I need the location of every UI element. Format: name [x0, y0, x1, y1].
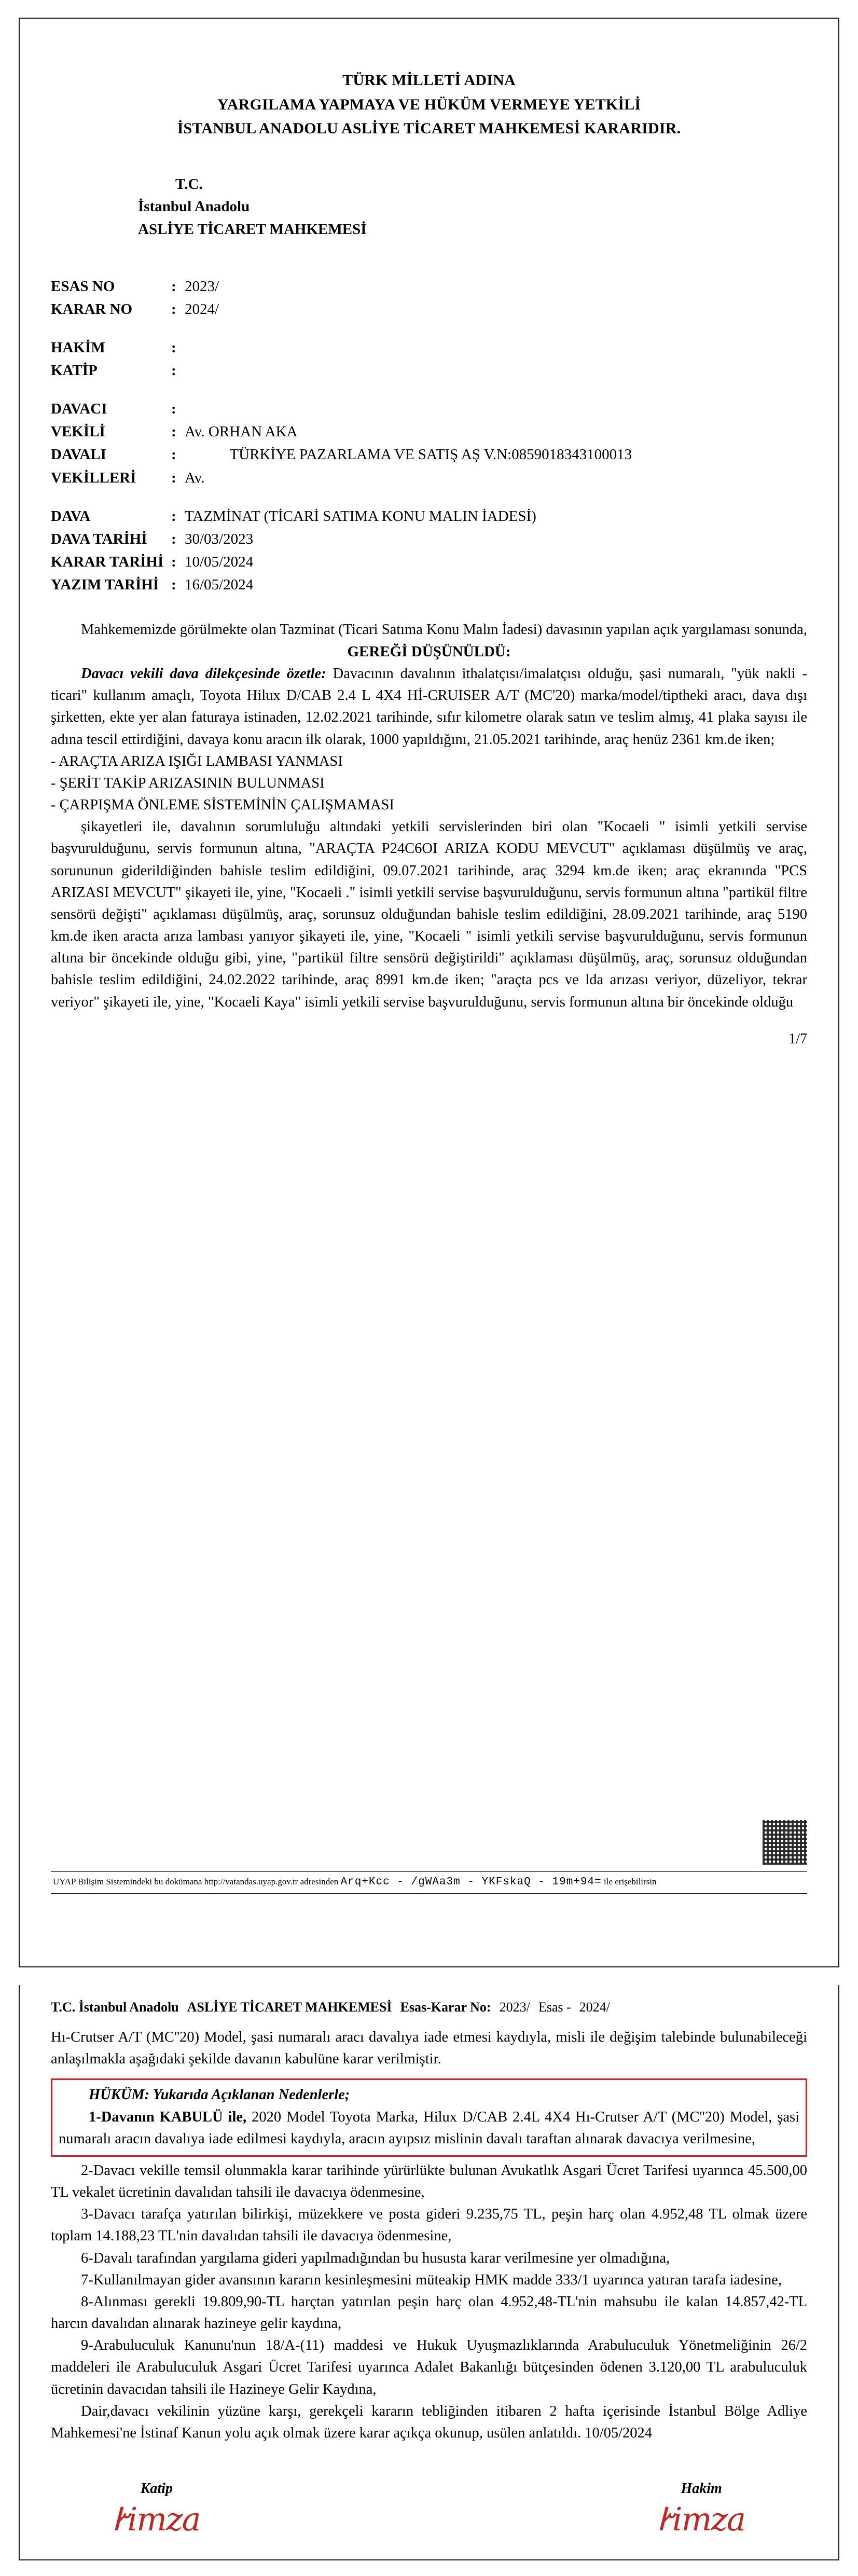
meta-value: [185, 336, 807, 359]
meta-sep: :: [171, 530, 176, 547]
signature-row: [51, 2481, 807, 2539]
meta-value: Av. ORHAN AKA: [185, 423, 298, 440]
uyap-tail: ile erişebilirsin: [604, 1877, 657, 1886]
meta-row: [51, 466, 807, 489]
signature-mark: Ꭸimza: [113, 2500, 200, 2539]
meta-label: HAKİM: [51, 339, 105, 356]
meta-sep: :: [171, 507, 176, 525]
hukum-closing: Dair,davacı vekilinin yüzüne karşı, gerekçeli kararın tebliğinden itibaren 2 hafta içerisinde İstanbul Bölge Adliye Mahkemesi'ne İstinaf Kanun yolu açık olmak üzere karar açıkça okunup, usülen anlatıldı. 10/05/2024: [51, 2403, 807, 2441]
page-number: 1/7: [788, 1030, 807, 1047]
court-identity-block: [138, 173, 807, 241]
meta-value: [185, 397, 807, 420]
complaint-item: - ŞERİT TAKİP ARIZASININ BULUNMASI: [51, 775, 325, 791]
meta-value: 10/05/2024: [185, 553, 254, 570]
court-decision-sheet-2: [19, 1985, 839, 2560]
meta-label: DAVA: [51, 507, 91, 525]
meta-row: [51, 528, 807, 550]
meta-row: [51, 420, 807, 443]
signature-hakim: [658, 2481, 745, 2539]
uyap-note: UYAP Bilişim Sistemindeki bu dokümana http://vatandas.uyap.gov.tr adresinden: [53, 1877, 339, 1886]
page2-karar: 2024/: [579, 2000, 610, 2015]
meta-label: KATİP: [51, 362, 98, 379]
meta-value: [185, 359, 807, 382]
meta-label: DAVALI: [51, 446, 106, 463]
meta-value: 16/05/2024: [185, 576, 254, 593]
page2-running-header: [51, 2000, 807, 2015]
uyap-code: Arq+Kcc - /gWAa3m - YKFskaQ - 19m+94=: [340, 1876, 602, 1888]
meta-sep: :: [171, 553, 176, 570]
meta-sep: :: [171, 446, 176, 463]
meta-row: [51, 298, 807, 321]
geregi-heading: GEREĞİ DÜŞÜNÜLDÜ:: [347, 643, 511, 660]
page2-court: T.C. İstanbul Anadolu: [51, 2000, 179, 2015]
title-line-2: YARGILAMA YAPMAYA VE HÜKÜM VERMEYE YETKİLİ: [217, 95, 641, 113]
meta-label: KARAR NO: [51, 301, 133, 318]
meta-sep: :: [171, 301, 176, 318]
meta-spacer: [51, 489, 807, 505]
signature-role: Hakim: [681, 2481, 722, 2497]
meta-label: DAVACI: [51, 401, 107, 418]
meta-sep: :: [171, 339, 176, 356]
meta-sep: :: [171, 423, 176, 440]
hukum-item: 8-Alınması gerekli 19.809,90-TL harçtan yatırılan peşin harç olan 4.952,48-TL'nin mahsubu ile kalan 14.857,42-TL harcın davalıdan alınarak hazineye gelir kaydına,: [51, 2293, 807, 2332]
intro-paragraph: Mahkememizde görülmekte olan Tazminat (Ticari Satıma Konu Malın İadesi) davasının yapılan açık yargılaması sonunda,: [81, 621, 807, 638]
meta-row: [51, 336, 807, 359]
claim-paragraph: [51, 663, 807, 751]
claim-text: Davacının davalının ithalatçısı/imalatçısı olduğu, şasi numaralı, "yük nakli - ticari" kullanım amaçlı, Toyota Hilux D/CAB 2.4 L 4X4 Hİ-CRUISER A/T (MC'20) marka/model/tiptheki aracı, dava dışı şirketten, ekte yer alan faturaya istinaden, 12.02.2021 tarihinde, sıfır kilometre olarak satın ve teslim almış, 41 plaka sayısı ile adına tescil ettirdiğini, davaya konu aracın ilk olarak, 1000 yapıldığını, 21.05.2021 tarihinde, araç henüz 2361 km.de iken;: [51, 666, 808, 748]
title-line-1: TÜRK MİLLETİ ADINA: [342, 72, 516, 89]
continuation-paragraph: Hı-Crutser A/T (MC''20) Model, şasi numaralı aracı davalıya iade etmesi kaydıyla, misli ile değişim talebinde bulunabileceği anlaşılmakla aşağıdaki şekilde davanın kabulüne karar verilmiştir.: [51, 2029, 807, 2068]
meta-label: DAVA TARİHİ: [51, 530, 147, 547]
meta-spacer: [51, 321, 807, 336]
document-page-2: [0, 1985, 858, 2576]
hukum-item: 7-Kullanılmayan gider avansının kararın kesinleşmesini müteakip HMK madde 333/1 uyarınca yatıran tarafa iadesine,: [81, 2271, 782, 2288]
court-name: ASLİYE TİCARET MAHKEMESİ: [138, 221, 367, 238]
page2-court-name: ASLİYE TİCARET MAHKEMESİ: [187, 2000, 392, 2015]
court-city: İstanbul Anadolu: [138, 198, 250, 215]
uyap-verification-footer: [51, 1871, 807, 1894]
complaint-item: - ÇARPIŞMA ÖNLEME SİSTEMİNİN ÇALIŞMAMASI: [51, 797, 394, 814]
hukum-item-1: [59, 2106, 799, 2150]
meta-label: YAZIM TARİHİ: [51, 576, 159, 593]
hukum-highlight-box: [51, 2078, 807, 2157]
claim-lead: Davacı vekili dava dilekçesinde özetle:: [81, 666, 326, 682]
signature-role: Katip: [140, 2481, 173, 2497]
meta-row: [51, 443, 807, 466]
meta-value: TÜRKİYE PAZARLAMA VE SATIŞ AŞ V.N:0859018343100013: [185, 446, 632, 463]
meta-row: [51, 359, 807, 382]
meta-sep: :: [171, 362, 176, 379]
meta-spacer: [51, 382, 807, 397]
meta-label: VEKİLLERİ: [51, 469, 136, 486]
court-tc-label: T.C.: [175, 175, 203, 192]
meta-value: 2024/: [185, 301, 219, 318]
decision-body: [51, 619, 807, 1013]
hukum-title: HÜKÜM: Yukarıda Açıklanan Nedenlerle;: [89, 2087, 350, 2103]
service-history-paragraph: şikayetleri ile, davalının sorumluluğu altındaki yetkili servislerinden biri olan "Kocaeli " isimli yetkili servise başvurulduğunu, servis formunun altına, "ARAÇTA P24C6OI ARIZA KODU MEVCUT" açıklaması düşülmüş ve araç, sorununun giderildiğinden bahisle teslim edildiğini, 09.07.2021 tarihinde, araç 3294 km.de iken; araç ekranında "PCS ARIZASI MEVCUT" şikayeti ile, yine, "Kocaeli ." isimli yetkili servise başvurulduğunu, servis formunun altına "partikül filtre sensörü değişti" açıklaması düşülmüş, araç, sorunsuz olduğundan bahisle teslim edildiğini, 28.09.2021 tarihinde, araç 5190 km.de iken aracta arıza lambası yanıyor şikayeti ile, yine, "Kocaeli " isimli yetkili servise başvurulduğunu, servis formunun altına bir öncekinde olduğu gibi, yine, "partikül filtre sensörü değiştirildi" açıklaması düşülmüş, araç, sorunsuz olduğundan bahisle teslim edildiğini, 24.02.2022 tarihinde, araç 8991 km.de iken; "araçta pcs ve lda arızası veriyor, düzeliyor, tekrar veriyor" şikayeti ile, yine, "Kocaeli Kaya" isimli yetkili servise başvurulduğunu, servis formunun altına bir öncekinde olduğu: [51, 819, 807, 1010]
meta-row: [51, 550, 807, 573]
title-line-3: İSTANBUL ANADOLU ASLİYE TİCARET MAHKEMESİ KARARIDIR.: [177, 120, 681, 137]
page2-esas-dash: Esas -: [538, 2000, 571, 2015]
hukum-item: 6-Davalı tarafından yargılama gideri yapılmadığından bu hususta karar verilmesine yer olmadığına,: [81, 2250, 670, 2266]
meta-value: 30/03/2023: [185, 530, 254, 547]
meta-label: VEKİLİ: [51, 423, 105, 440]
page2-body: [51, 2027, 807, 2444]
meta-row: [51, 573, 807, 596]
meta-sep: :: [171, 469, 176, 486]
meta-value: 2023/: [185, 278, 219, 295]
meta-label: KARAR TARİHİ: [51, 553, 164, 570]
page2-esas: 2023/: [499, 2000, 530, 2015]
meta-label: ESAS NO: [51, 278, 115, 295]
meta-row: [51, 275, 807, 298]
court-decision-sheet: [19, 18, 839, 1967]
hukum-item-1-strong: 1-Davanın KABULÜ ile,: [89, 2109, 247, 2125]
meta-sep: :: [171, 278, 176, 295]
hukum-item: 9-Arabuluculuk Kanunu'nun 18/A-(11) maddesi ve Hukuk Uyuşmazlıklarında Arabuluculuk Yönetmeliğinin 26/2 maddeleri ile Arabuluculuk Asgari Ücret Tarifesi uyarınca Adalet Bakanlığı bütçesinden ödenen 3.120,00 TL arabuluculuk ücretinin davacıdan tahsili ile Hazineye Gelir Kaydına,: [51, 2337, 807, 2398]
hukum-item-1-text: 2020 Model Toyota Marka, Hilux D/CAB 2.4L 4X4 Hı-Crutser A/T (MC''20) Model, şasi numaralı aracın davalıya iade edilmesi kaydıyla, aracın ayıpsız mislinin davalı taraftan alınarak davacıya verilmesine,: [59, 2109, 800, 2147]
signature-mark: Ꭸimza: [658, 2500, 745, 2539]
page2-esas-karar-label: Esas-Karar No:: [400, 2000, 491, 2015]
meta-value: Av.: [185, 469, 205, 486]
document-title: [51, 68, 807, 141]
complaint-item: - ARAÇTA ARIZA IŞIĞI LAMBASI YANMASI: [51, 753, 343, 769]
meta-sep: :: [171, 576, 176, 593]
hukum-item: 2-Davacı vekille temsil olunmakla karar tarihinde yürürlükte bulunan Avukatlık Asgari Ücret Tarifesi uyarınca 45.500,00 TL vekalet ücretinin davalıdan tahsili ile davacıya ödenmesine,: [51, 2162, 807, 2201]
meta-row: [51, 505, 807, 528]
meta-sep: :: [171, 401, 176, 418]
hukum-item: 3-Davacı tarafça yatırılan bilirkişi, müzekkere ve posta gideri 9.235,75 TL, peşin harç olan 4.952,48 TL olmak üzere toplam 14.188,23 TL'nin davalıdan tahsili ile davacıya ödenmesine,: [51, 2206, 807, 2244]
meta-value: TAZMİNAT (TİCARİ SATIMA KONU MALIN İADESİ): [185, 507, 536, 525]
qr-code-icon: [763, 1820, 807, 1865]
meta-row: [51, 397, 807, 420]
signature-katip: [113, 2481, 200, 2539]
case-meta-list: [51, 275, 807, 596]
